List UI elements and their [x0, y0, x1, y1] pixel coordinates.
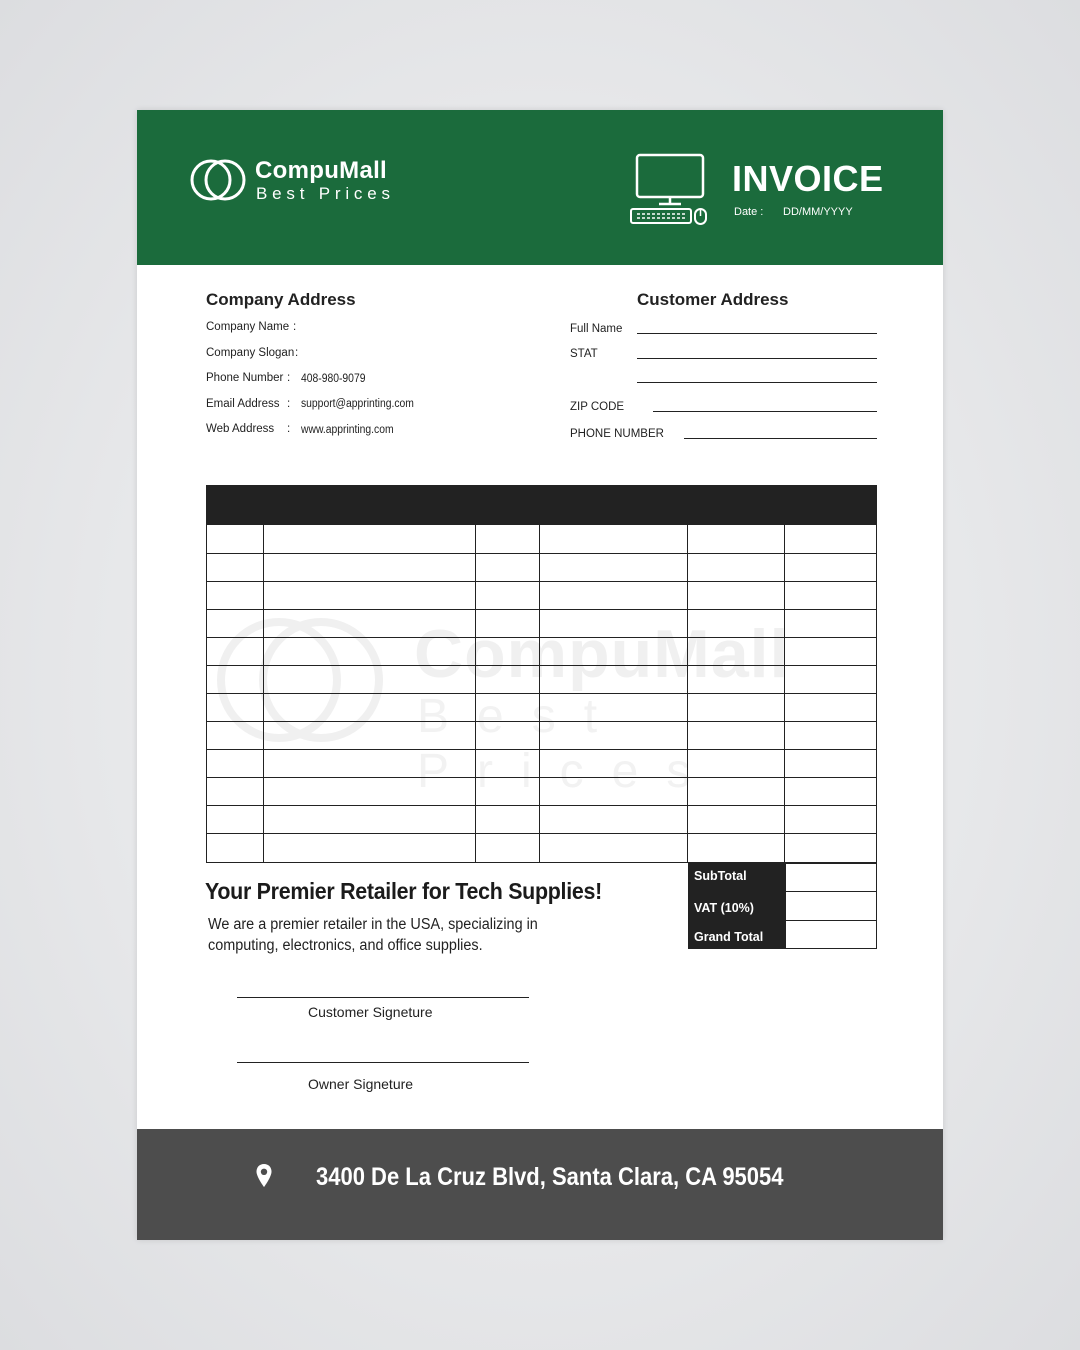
phone-number-customer-line[interactable]	[684, 438, 877, 439]
table-row	[206, 637, 877, 638]
stat-line[interactable]	[637, 358, 877, 359]
watermark-brand-tagline: Best Prices	[417, 690, 719, 798]
email-address-label: Email Address	[206, 398, 280, 410]
invoice-footer	[137, 1129, 943, 1240]
phone-number-label: Phone Number	[206, 372, 284, 384]
zip-code-label: ZIP CODE	[570, 401, 625, 413]
table-col-border	[263, 525, 264, 863]
zip-code-line[interactable]	[653, 411, 877, 412]
email-address-value: support@apprinting.com	[301, 398, 414, 410]
logo-rings-icon	[189, 158, 249, 202]
computer-icon	[629, 152, 713, 228]
table-row	[206, 581, 877, 582]
web-address-colon: :	[287, 423, 291, 435]
stat-line-2[interactable]	[637, 382, 877, 383]
brand-name: CompuMall	[255, 157, 388, 184]
full-name-label: Full Name	[570, 323, 623, 335]
vat-value[interactable]	[785, 891, 877, 921]
location-pin-icon	[255, 1163, 273, 1189]
items-table-header	[206, 485, 877, 525]
phone-number-customer-label: PHONE NUMBER	[570, 428, 664, 440]
vat-label: VAT (10%)	[688, 892, 785, 920]
company-slogan-colon: :	[295, 347, 299, 359]
company-address-title: Company Address	[206, 290, 356, 309]
email-address-colon: :	[287, 398, 291, 410]
table-row	[206, 553, 877, 554]
customer-signature-line[interactable]	[237, 997, 529, 998]
invoice-sheet	[137, 110, 943, 1240]
table-col-border	[687, 525, 688, 863]
company-name-label: Company Name	[206, 321, 290, 333]
watermark-brand-name: CompuMall	[414, 616, 790, 692]
promo-title: Your Premier Retailer for Tech Supplies!	[205, 878, 602, 904]
brand-tagline: Best Prices	[256, 184, 395, 203]
company-name-colon: :	[293, 321, 297, 333]
table-col-border	[784, 525, 785, 863]
table-col-border	[206, 525, 207, 863]
customer-signature-label: Customer Signeture	[308, 1004, 433, 1020]
items-table-body	[206, 525, 877, 863]
table-col-border	[539, 525, 540, 863]
customer-address-title: Customer Address	[637, 290, 789, 309]
grand-total-label: Grand Total	[688, 920, 785, 949]
stat-label: STAT	[570, 348, 598, 360]
table-row	[206, 665, 877, 666]
items-table	[206, 485, 877, 863]
subtotal-value[interactable]	[785, 863, 877, 892]
invoice-date-value: DD/MM/YYYY	[783, 206, 853, 218]
web-address-label: Web Address	[206, 423, 275, 435]
totals-box	[688, 863, 877, 949]
table-col-border	[876, 525, 877, 863]
table-row	[206, 721, 877, 722]
table-row	[206, 693, 877, 694]
table-row	[206, 609, 877, 610]
table-col-border	[475, 525, 476, 863]
table-row	[206, 833, 877, 834]
web-address-value: www.apprinting.com	[301, 424, 394, 436]
table-row	[206, 805, 877, 806]
company-slogan-label: Company Slogan	[206, 347, 295, 359]
phone-number-value: 408-980-9079	[301, 373, 366, 385]
owner-signature-label: Owner Signeture	[308, 1076, 414, 1092]
table-row	[206, 749, 877, 750]
table-row	[206, 777, 877, 778]
grand-total-value[interactable]	[785, 920, 877, 949]
owner-signature-line[interactable]	[237, 1062, 529, 1063]
invoice-date-label: Date :	[734, 206, 764, 218]
promo-text: We are a premier retailer in the USA, specializing in computing, electronics, and office supplies.	[208, 916, 538, 954]
invoice-header	[137, 110, 943, 265]
subtotal-label: SubTotal	[688, 863, 785, 892]
invoice-title: INVOICE	[732, 158, 884, 199]
full-name-line[interactable]	[637, 333, 877, 334]
footer-address: 3400 De La Cruz Blvd, Santa Clara, CA 95054	[316, 1163, 784, 1191]
phone-number-colon: :	[287, 372, 291, 384]
